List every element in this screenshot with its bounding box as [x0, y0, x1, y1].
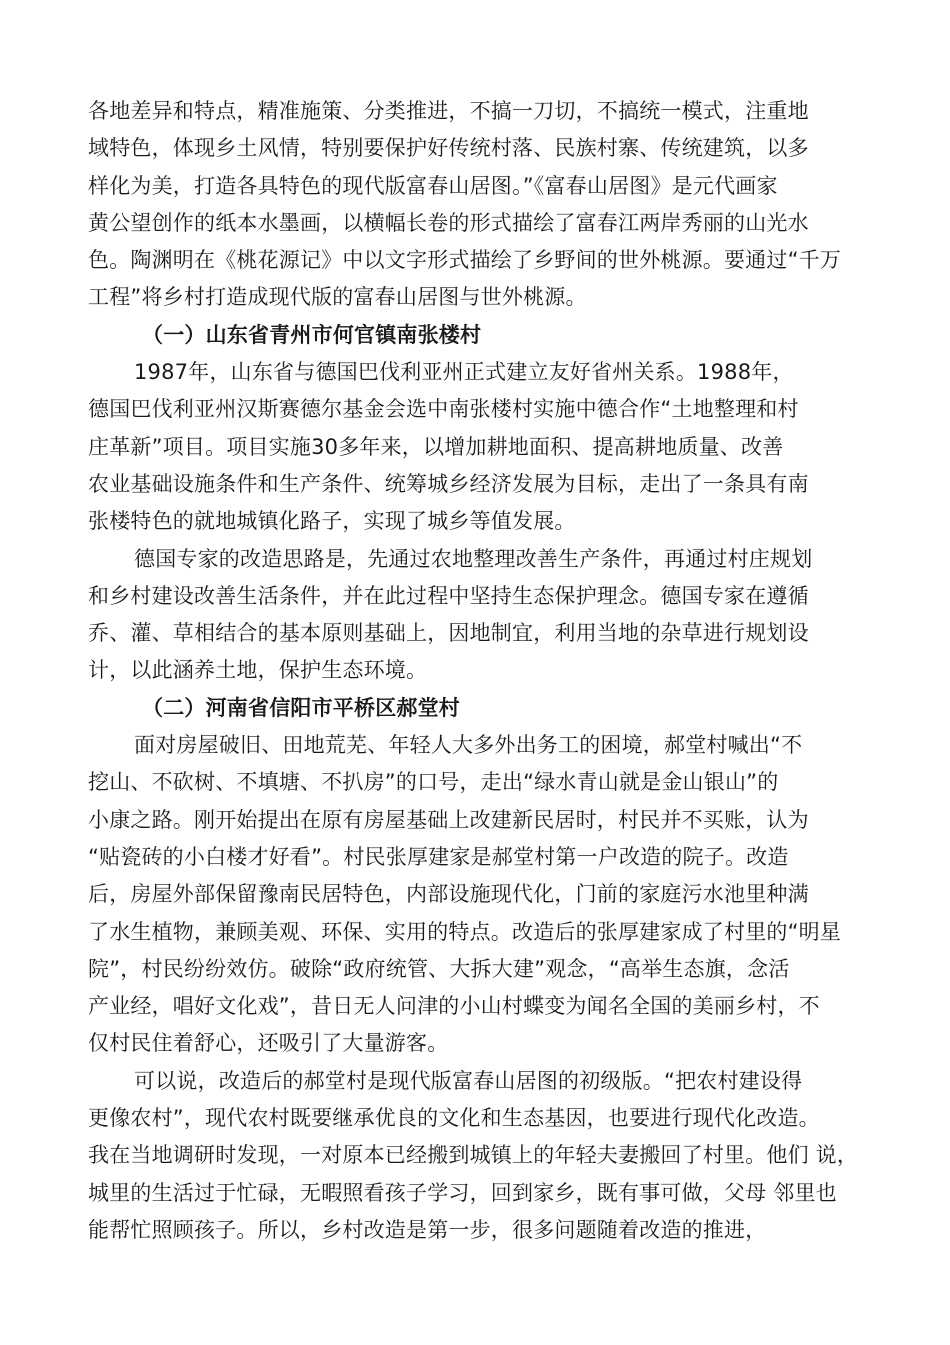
paragraph-line: 各地差异和特点，精准施策、分类推进，不搞一刀切，不搞统一模式，注重地	[88, 99, 809, 123]
paragraph-line: 后，房屋外部保留豫南民居特色，内部设施现代化，门前的家庭污水池里种满	[88, 882, 809, 907]
document-body	[88, 93, 858, 1249]
paragraph-line: 面对房屋破旧、田地荒芜、年轻人大多外出务工的困境，郝堂村喊出“不	[134, 733, 803, 758]
paragraph-line: 仅村民住着舒心，还吸引了大量游客。	[88, 1031, 449, 1056]
paragraph-line: 工程”将乡村打造成现代版的富春山居图与世外桃源。	[88, 285, 587, 310]
paragraph-line: 我在当地调研时发现，一对原本已经搬到城镇上的年轻夫妻搬回了村里。他们 说，	[88, 1143, 859, 1168]
paragraph-line: 院”，村民纷纷效仿。破除“政府统管、大拆大建”观念，“高举生态旗，念活	[88, 956, 790, 981]
paragraph-line: 和乡村建设改善生活条件，并在此过程中坚持生态保护理念。德国专家在遵循	[88, 583, 809, 608]
paragraph-line: 庄革新”项目。项目实施30多年来，以增加耕地面积、提高耕地质量、改善	[88, 434, 784, 459]
paragraph-line: 黄公望创作的纸本水墨画，以横幅长卷的形式描绘了富春江两岸秀丽的山光水	[88, 210, 809, 235]
section-heading-1: （一）山东省青州市何官镇南张楼村	[142, 322, 482, 347]
paragraph-line: 德国专家的改造思路是，先通过农地整理改善生产条件，再通过村庄规划	[134, 546, 813, 571]
paragraph-line: 可以说，改造后的郝堂村是现代版富春山居图的初级版。“把农村建设得	[134, 1068, 803, 1093]
paragraph-line: 色。陶渊明在《桃花源记》中以文字形式描绘了乡野间的世外桃源。要通过“千万	[88, 248, 842, 273]
paragraph-line: “贴瓷砖的小白楼才好看”。村民张厚建家是郝堂村第一户改造的院子。改造	[88, 844, 789, 869]
paragraph-line: 德国巴伐利亚州汉斯赛德尔基金会选中南张楼村实施中德合作“土地整理和村	[88, 397, 799, 422]
paragraph-line: 挖山、不砍树、不填塘、不扒房”的口号，走出“绿水青山就是金山银山”的	[88, 770, 779, 795]
paragraph-line: 乔、灌、草相结合的基本原则基础上，因地制宜，利用当地的杂草进行规划设	[88, 621, 809, 646]
paragraph-line: 小康之路。刚开始提出在原有房屋基础上改建新民居时，村民并不买账，认为	[88, 807, 809, 832]
paragraph-line: 了水生植物，兼顾美观、环保、实用的特点。改造后的张厚建家成了村里的“明星	[88, 919, 842, 944]
paragraph-line: 产业经，唱好文化戏”，昔日无人问津的小山村蝶变为闻名全国的美丽乡村，不	[88, 994, 820, 1019]
paragraph-line: 1987年，山东省与德国巴伐利亚州正式建立友好省州关系。1988年，	[134, 360, 794, 385]
paragraph-line: 张楼特色的就地城镇化路子，实现了城乡等值发展。	[88, 509, 576, 534]
paragraph-line: 更像农村”，现代农村既要继承优良的文化和生态基因，也要进行现代化改造。	[88, 1106, 820, 1131]
section-heading-2: （二）河南省信阳市平桥区郝堂村	[142, 695, 460, 720]
paragraph-line: 样化为美，打造各具特色的现代版富春山居图。”《富春山居图》是元代画家	[88, 173, 778, 198]
paragraph-line: 能帮忙照顾孩子。所以，乡村改造是第一步，很多问题随着改造的推进，	[88, 1217, 767, 1242]
paragraph-line: 计，以此涵养土地，保护生态环境。	[88, 658, 428, 683]
paragraph-line: 域特色，体现乡土风情，特别要保护好传统村落、民族村寨、传统建筑，以多	[88, 136, 809, 161]
paragraph-line: 城里的生活过于忙碌，无暇照看孩子学习，回到家乡，既有事可做，父母 邻里也	[88, 1180, 837, 1205]
paragraph-line: 农业基础设施条件和生产条件、统筹城乡经济发展为目标，走出了一条具有南	[88, 471, 809, 496]
